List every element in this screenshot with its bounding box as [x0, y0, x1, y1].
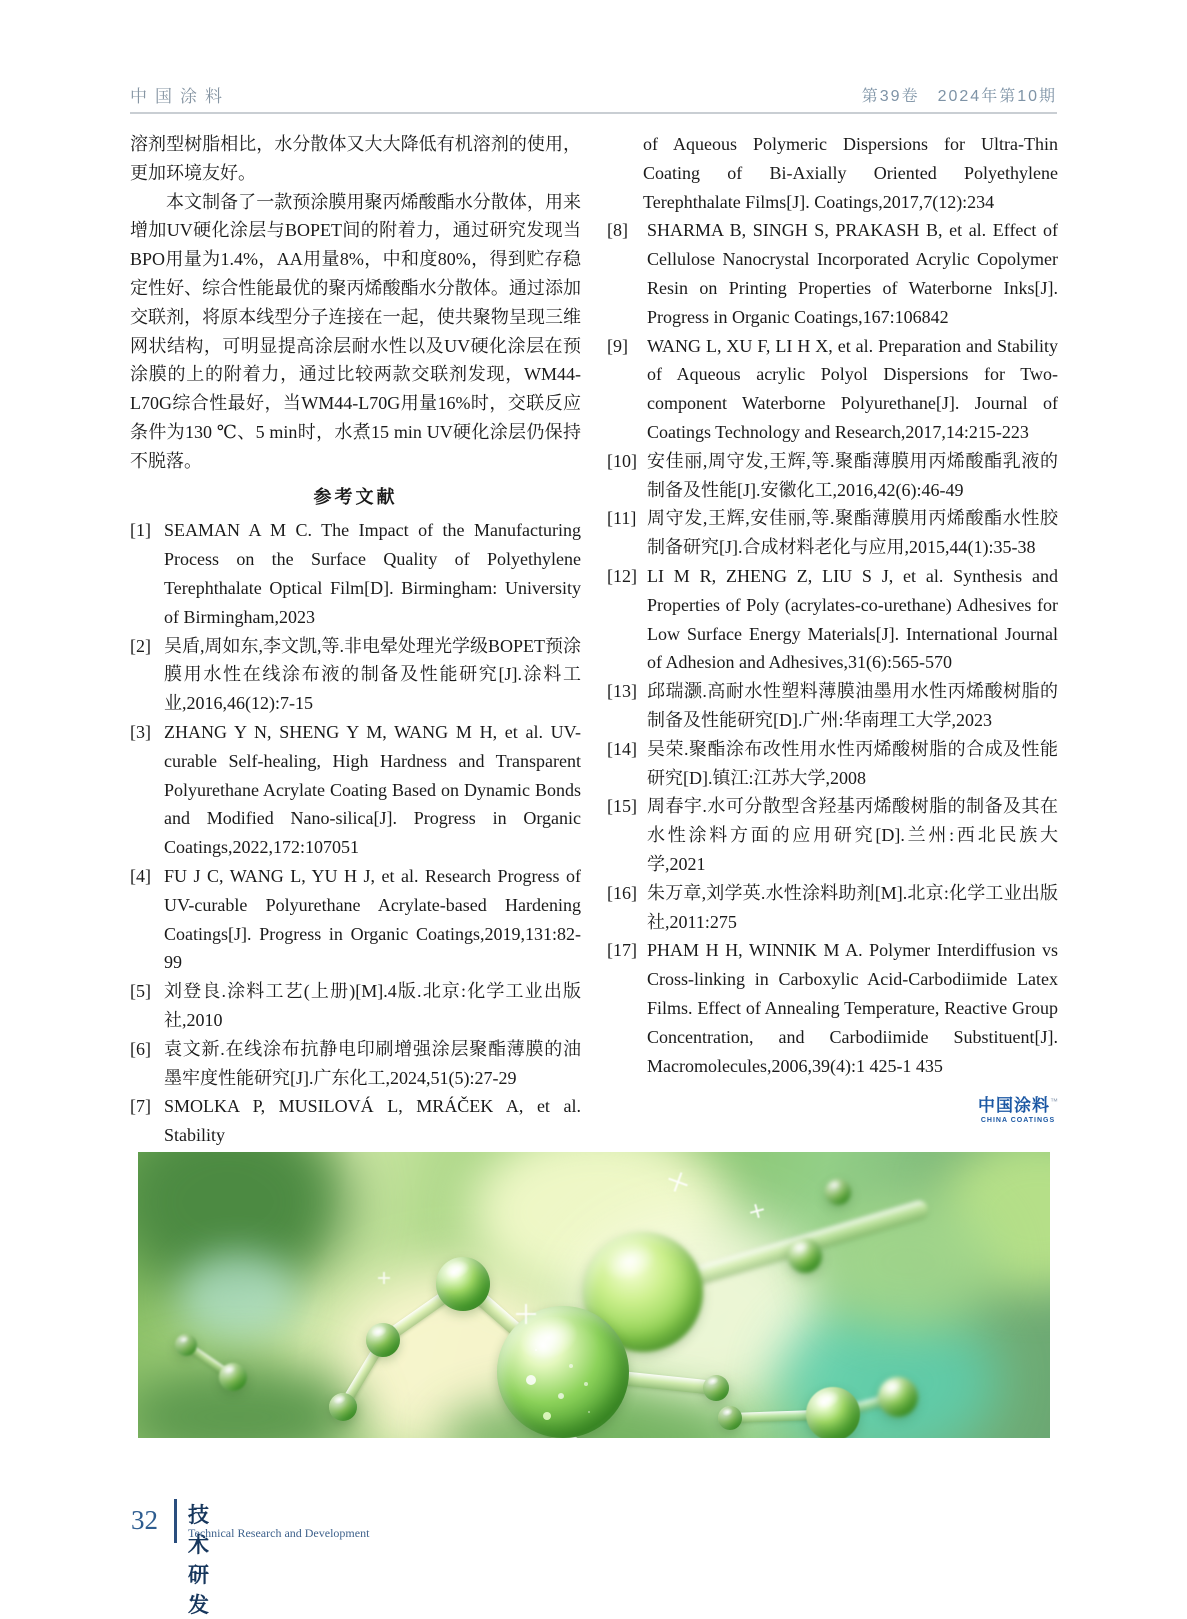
- footer-divider-bar: [174, 1499, 177, 1543]
- reference-number: [1]: [130, 520, 151, 541]
- sparkle: [378, 1272, 390, 1284]
- reference-number: [14]: [607, 738, 637, 759]
- reference-number: [8]: [607, 220, 628, 241]
- reference-item: [130, 632, 581, 718]
- right-column: [607, 130, 1058, 1150]
- reference-number: [6]: [130, 1038, 151, 1059]
- molecule-sphere: [329, 1393, 357, 1421]
- reference-item: [607, 735, 1058, 793]
- page-number: 32: [131, 1505, 158, 1535]
- logo-name-cn: 中国涂料: [978, 1096, 1050, 1116]
- reference-number: [3]: [130, 721, 151, 742]
- molecule-sphere: [219, 1363, 247, 1391]
- reference-number: [5]: [130, 981, 151, 1002]
- sparkle: [516, 1304, 536, 1324]
- logo-name-en: CHINA COATINGS: [980, 1117, 1056, 1125]
- reference-item: [130, 862, 581, 977]
- section-title-en: Technical Research and Development: [188, 1526, 370, 1540]
- reference-item: [607, 677, 1058, 735]
- reference-number: [4]: [130, 865, 151, 886]
- reference-7-continuation: of Aqueous Polymeric Dispersions for Ultra-Thin Coating of Bi-Axially Oriented Polyethylene Terephthalate Films[J]. Coatings,2017,7(12):234: [643, 134, 1058, 212]
- section-title-cn: 技术研发: [188, 1504, 211, 1617]
- reference-number: [16]: [607, 882, 637, 903]
- reference-item: [607, 447, 1058, 505]
- china-coatings-logo: [978, 1096, 1058, 1124]
- reference-item: [130, 1092, 581, 1150]
- reference-text: 吴盾,周如东,李文凯,等.非电晕处理光学级BOPET预涂膜用水性在线涂布液的制备及性能研究[J].涂料工业,2016,46(12):7-15: [164, 635, 582, 714]
- volume-label: 第39卷: [861, 88, 920, 105]
- reference-item: [130, 977, 581, 1035]
- reference-text: SEAMAN A M C. The Impact of the Manufacturing Process on the Surface Quality of Polyethylene Terephthalate Optical Film[D]. Birmingham: University of Birmingham,2023: [164, 520, 581, 627]
- reference-text: SHARMA B, SINGH S, PRAKASH B, et al. Effect of Cellulose Nanocrystal Incorporated Acrylic Copolymer Resin on Printing Properties of Waterborne Inks[J]. Progress in Organic Coatings,167:106842: [647, 220, 1058, 327]
- reference-text: 周春宇.水可分散型含羟基丙烯酸树脂的制备及其在水性涂料方面的应用研究[D].兰州:西北民族大学,2021: [647, 796, 1058, 874]
- reference-text: 刘登良.涂料工艺(上册)[M].4版.北京:化学工业出版社,2010: [164, 981, 581, 1030]
- molecule-sphere: [788, 1239, 822, 1273]
- molecule-photo: [138, 1152, 1050, 1438]
- reference-item: [607, 936, 1058, 1080]
- reference-number: [13]: [607, 681, 637, 702]
- reference-item: [607, 879, 1058, 937]
- bokeh-blob: [178, 1252, 298, 1342]
- bokeh-blob: [138, 1362, 358, 1438]
- molecule-sphere: [718, 1406, 742, 1430]
- reference-text: ZHANG Y N, SHENG Y M, WANG M H, et al. UV-curable Self-healing, High Hardness and Transparent Polyurethane Acrylate Coating Based on Dynamic Bonds and Modified Nano-silica[J]. Progress in Organic Coatings,2022,172:107051: [164, 721, 581, 858]
- reference-item: [607, 216, 1058, 331]
- molecule-sphere: [497, 1306, 629, 1438]
- reference-text: FU J C, WANG L, YU H J, et al. Research Progress of UV-curable Polyurethane Acrylate-based Hardening Coatings[J]. Progress in Organic Coatings,2019,131:82-99: [164, 865, 581, 973]
- reference-text: 袁文新.在线涂布抗静电印刷增强涂层聚酯薄膜的油墨牢度性能研究[J].广东化工,2024,51(5):27-29: [164, 1038, 581, 1088]
- issue-label: 2024年第10期: [937, 88, 1057, 105]
- molecule-sphere: [878, 1377, 918, 1417]
- left-column: [130, 130, 581, 1150]
- reference-number: [2]: [130, 635, 151, 656]
- reference-item: [607, 792, 1058, 878]
- reference-number: [12]: [607, 565, 637, 586]
- sparkle: [748, 1202, 765, 1219]
- reference-text: PHAM H H, WINNIK M A. Polymer Interdiffusion vs Cross-linking in Carboxylic Acid-Carbodiimide Latex Films. Effect of Annealing Temperature, Reactive Group Concentration, and Carbodiimide Substituent[J]. Macromolecules,2006,39(4):1 425-1 435: [647, 940, 1058, 1076]
- reference-text: 吴荣.聚酯涂布改性用水性丙烯酸树脂的合成及性能研究[D].镇江:江苏大学,2008: [647, 738, 1058, 788]
- reference-number: [7]: [130, 1096, 151, 1117]
- reference-number: [11]: [607, 508, 637, 529]
- molecule-sphere: [436, 1257, 490, 1311]
- logo-trademark: ™: [1050, 1097, 1058, 1107]
- reference-item: [130, 516, 581, 631]
- molecule-sphere: [703, 1375, 729, 1401]
- molecule-sphere: [366, 1323, 400, 1357]
- reference-text: LI M R, ZHENG Z, LIU S J, et al. Synthesis and Properties of Poly (acrylates-co-urethane) Adhesives for Low Surface Energy Materials[J]. International Journal of Adhesion and Adhesives,31(6):565-570: [647, 565, 1058, 673]
- reference-text: 周守发,王辉,安佳丽,等.聚酯薄膜用丙烯酸酯水性胶制备研究[J].合成材料老化与应用,2015,44(1):35-38: [647, 508, 1058, 558]
- reference-text: 邱瑞灏.高耐水性塑料薄膜油墨用水性丙烯酸树脂的制备及性能研究[D].广州:华南理工大学,2023: [647, 681, 1058, 730]
- molecule-sphere: [806, 1387, 860, 1438]
- paragraph-conclusion-1: 溶剂型树脂相比，水分散体又大大降低有机溶剂的使用，更加环境友好。: [130, 134, 581, 183]
- reference-number: [15]: [607, 796, 637, 817]
- reference-number: [17]: [607, 940, 637, 961]
- reference-item: [607, 332, 1058, 447]
- reference-number: [9]: [607, 335, 628, 356]
- page-header: [130, 82, 1057, 108]
- reference-text: WANG L, XU F, LI H X, et al. Preparation and Stability of Aqueous acrylic Polyol Dispersions for Two-component Waterborne Polyurethane[J]. Journal of Coatings Technology and Research,2017,14:215-223: [647, 335, 1058, 442]
- reference-item: [130, 1035, 581, 1093]
- reference-item: [130, 718, 581, 862]
- article-body: [130, 130, 1058, 1150]
- molecule-sphere: [825, 1179, 851, 1205]
- reference-text: 朱万章,刘学英.水性涂料助剂[M].北京:化学工业出版社,2011:275: [647, 882, 1058, 932]
- reference-item: [607, 504, 1058, 562]
- reference-text: 安佳丽,周守发,王辉,等.聚酯薄膜用丙烯酸酯乳液的制备及性能[J].安徽化工,2016,42(6):46-49: [647, 450, 1058, 500]
- reference-number: [10]: [607, 450, 637, 471]
- issue-info: [862, 83, 1057, 106]
- journal-name: 中国涂料: [130, 87, 230, 106]
- reference-text: SMOLKA P, MUSILOVÁ L, MRÁČEK A, et al. Stability: [164, 1096, 581, 1146]
- references-heading: 参考文献: [313, 486, 398, 507]
- header-rule: [130, 112, 1057, 114]
- reference-item: [607, 562, 1058, 677]
- molecule-sphere: [175, 1334, 197, 1356]
- paragraph-conclusion-2: 本文制备了一款预涂膜用聚丙烯酸酯水分散体，用来增加UV硬化涂层与BOPET间的附着力，通过研究发现当BPO用量为1.4%，AA用量8%，中和度80%，得到贮存稳定性好、综合性能最优的聚丙烯酸酯水分散体。通过添加交联剂，将原本线型分子连接在一起，使共聚物呈现三维网状结构，可明显提高涂层耐水性以及UV硬化涂层在预涂膜的上的附着力，通过比较两款交联剂发现，WM44-L70G综合性最好，当WM44-L70G用量16%时，交联反应条件为130 ℃、5 min时，水煮15 min UV硬化涂层仍保持不脱落。: [130, 191, 581, 471]
